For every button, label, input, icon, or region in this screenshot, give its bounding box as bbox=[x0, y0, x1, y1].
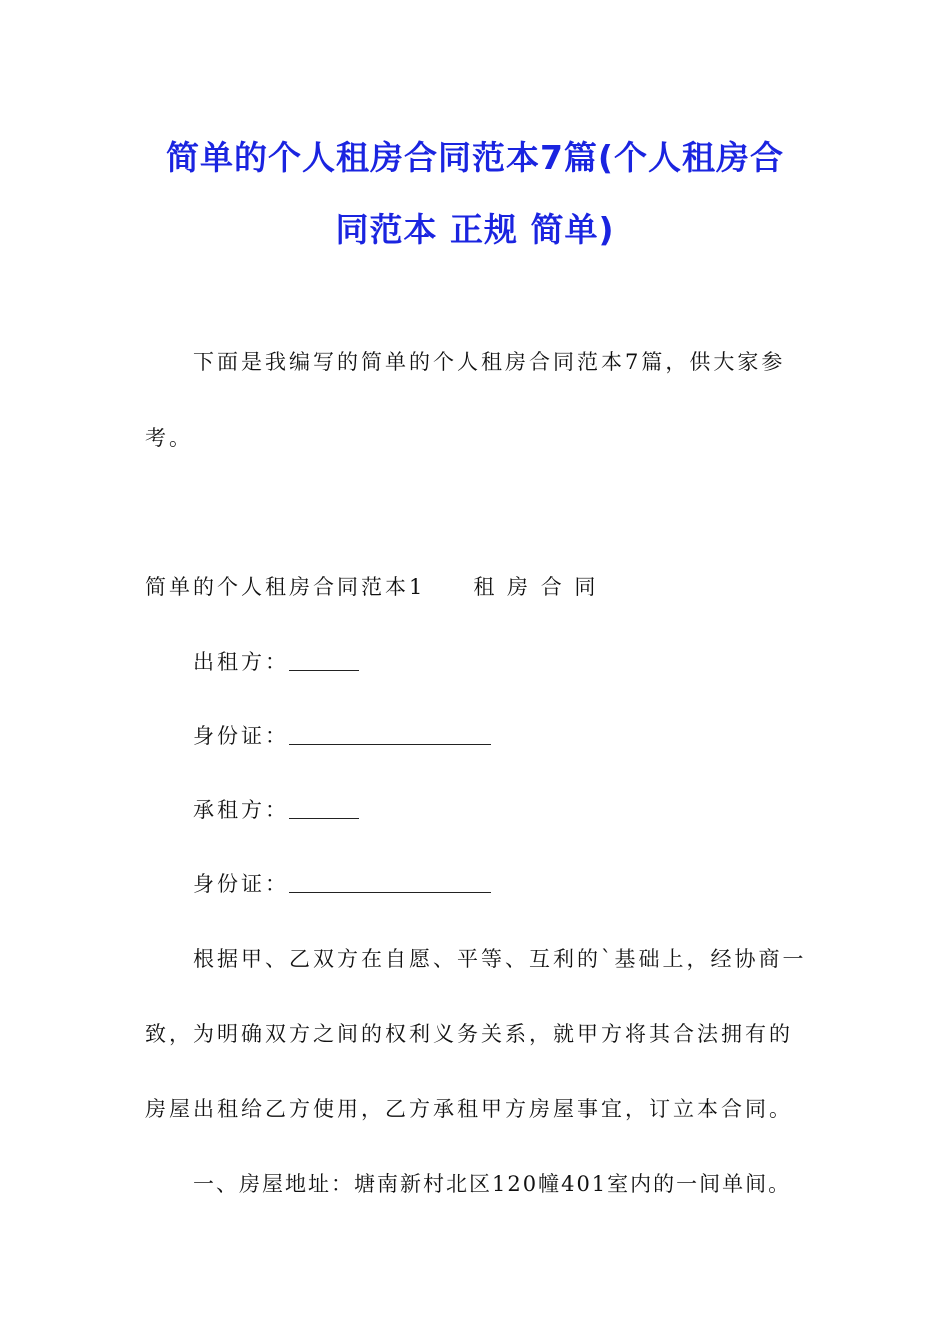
intro-line-1: 下面是我编写的简单的个人租房合同范本7篇，供大家参 bbox=[193, 350, 786, 374]
lessor-id-field bbox=[193, 720, 491, 750]
section-heading-text: 简单的个人租房合同范本1 bbox=[145, 575, 426, 599]
lessee-id-blank bbox=[289, 874, 491, 893]
lessor-label: 出租方： bbox=[193, 650, 289, 674]
body-line-3: 房屋出租给乙方使用，乙方承租甲方房屋事宜，订立本合同。 bbox=[145, 1097, 793, 1121]
lessor-field bbox=[193, 646, 359, 676]
contract-title: 租 房 合 同 bbox=[473, 575, 599, 599]
lessee-id-field bbox=[193, 868, 491, 898]
lessor-id-blank bbox=[289, 726, 491, 745]
document-title-line-2: 同范本 正规 简单) bbox=[335, 210, 615, 249]
lessor-id-label: 身份证： bbox=[193, 724, 289, 748]
body-line-1: 根据甲、乙双方在自愿、平等、互利的`基础上，经协商一 bbox=[193, 947, 807, 971]
intro-line-2: 考。 bbox=[145, 426, 193, 450]
document-title-line-1: 简单的个人租房合同范本7篇(个人租房合 bbox=[165, 138, 785, 177]
section-heading bbox=[145, 571, 598, 601]
lessee-label: 承租方： bbox=[193, 798, 289, 822]
lessee-id-label: 身份证： bbox=[193, 872, 289, 896]
lessee-blank bbox=[289, 800, 359, 819]
body-line-2: 致，为明确双方之间的权利义务关系，就甲方将其合法拥有的 bbox=[145, 1022, 793, 1046]
lessee-field bbox=[193, 794, 359, 824]
clause-1: 一、房屋地址：塘南新村北区120幢401室内的一间单间。 bbox=[193, 1172, 792, 1196]
lessor-blank bbox=[289, 652, 359, 671]
